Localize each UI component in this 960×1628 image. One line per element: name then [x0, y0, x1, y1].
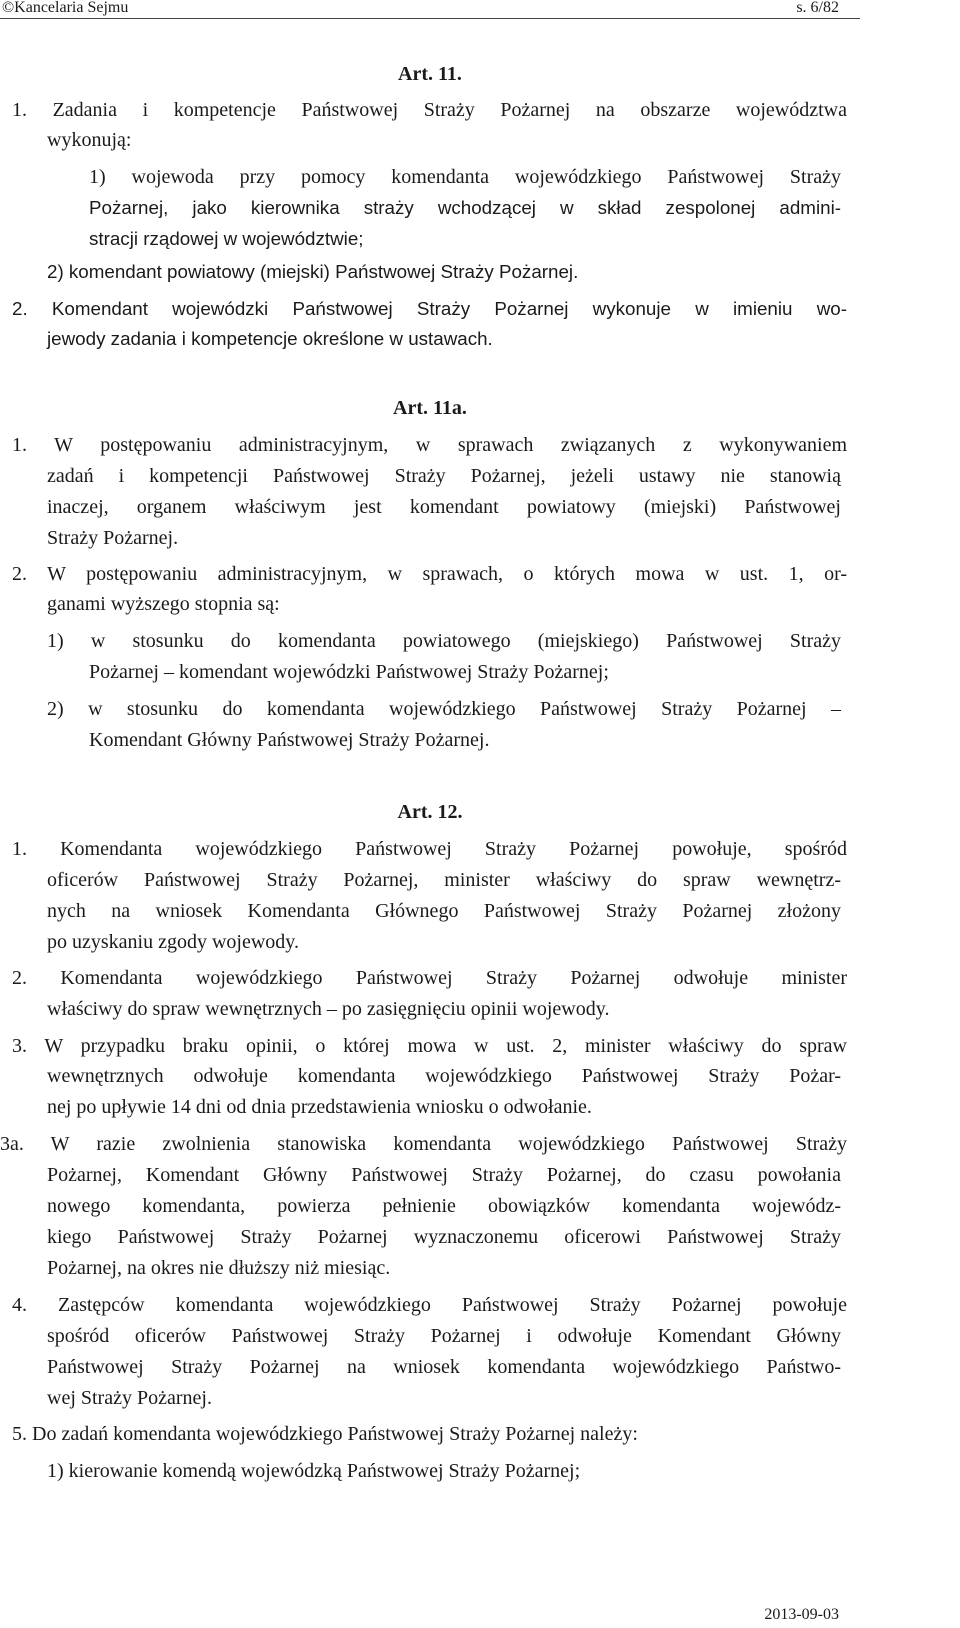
header-page-number: s. 6/82 [796, 0, 839, 16]
paragraph-line: 3. W przypadku braku opinii, o której mowa w ust. 2, minister właściwy do spraw [12, 1035, 847, 1057]
paragraph-line: po uzyskaniu zgody wojewody. [47, 931, 299, 953]
paragraph-line: 2. Komendanta wojewódzkiego Państwowej Straży Pożarnej odwołuje minister [12, 967, 847, 989]
paragraph-line: 1. Komendanta wojewódzkiego Państwowej Straży Pożarnej powołuje, spośród [12, 838, 847, 860]
list-item-line: Komendant Główny Państwowej Straży Pożarnej. [89, 729, 490, 751]
list-item-line: 2) w stosunku do komendanta wojewódzkiego Państwowej Straży Pożarnej – [47, 698, 841, 720]
paragraph-line: 1. W postępowaniu administracyjnym, w sprawach związanych z wykonywaniem [12, 434, 847, 456]
paragraph-line: Państwowej Straży Pożarnej na wniosek komendanta wojewódzkiego Państwo- [47, 1356, 841, 1378]
header-source: ©Kancelaria Sejmu [2, 0, 129, 16]
paragraph-line: spośród oficerów Państwowej Straży Pożarnej i odwołuje Komendant Główny [47, 1325, 841, 1347]
paragraph-line: właściwy do spraw wewnętrznych – po zasięgnięciu opinii wojewody. [47, 998, 610, 1020]
paragraph-line: 2. Komendant wojewódzki Państwowej Straży Pożarnej wykonuje w imieniu wo- [12, 298, 847, 319]
paragraph-line: inaczej, organem właściwym jest komendant powiatowy (miejski) Państwowej [47, 496, 841, 518]
paragraph-line: 1. Zadania i kompetencje Państwowej Straży Pożarnej na obszarze województwa [12, 99, 847, 121]
paragraph-line: Pożarnej, na okres nie dłuższy niż miesiąc. [47, 1257, 391, 1279]
article-title: Art. 11a. [393, 397, 467, 419]
list-item-line: 1) w stosunku do komendanta powiatowego (miejskiego) Państwowej Straży [47, 630, 841, 652]
list-item-line: Pożarnej – komendant wojewódzki Państwowej Straży Pożarnej; [89, 661, 609, 683]
paragraph-line: 3a. W razie zwolnienia stanowiska komendanta wojewódzkiego Państwowej Straży [0, 1133, 847, 1155]
paragraph-line: Pożarnej, Komendant Główny Państwowej Straży Pożarnej, do czasu powołania [47, 1164, 841, 1186]
paragraph-line: ganami wyższego stopnia są: [47, 593, 280, 615]
paragraph-line: nych na wniosek Komendanta Głównego Państwowej Straży Pożarnej złożony [47, 900, 841, 922]
paragraph-line: Straży Pożarnej. [47, 527, 179, 549]
article-title: Art. 11. [398, 63, 462, 85]
paragraph-line: wewnętrznych odwołuje komendanta wojewódzkiego Państwowej Straży Pożar- [47, 1065, 841, 1087]
paragraph-line: wykonują: [47, 129, 132, 151]
list-item-line: 1) wojewoda przy pomocy komendanta wojewódzkiego Państwowej Straży [89, 166, 841, 188]
paragraph-line: 5. Do zadań komendanta wojewódzkiego Państwowej Straży Pożarnej należy: [12, 1423, 638, 1445]
list-item-line: 2) komendant powiatowy (miejski) Państwowej Straży Pożarnej. [47, 261, 579, 282]
paragraph-line: oficerów Państwowej Straży Pożarnej, minister właściwy do spraw wewnętrz- [47, 869, 841, 891]
article-title: Art. 12. [397, 801, 463, 823]
paragraph-line: 2. W postępowaniu administracyjnym, w sprawach, o których mowa w ust. 1, or- [12, 563, 847, 585]
paragraph-line: nej po upływie 14 dni od dnia przedstawienia wniosku o odwołanie. [47, 1096, 592, 1118]
paragraph-line: kiego Państwowej Straży Pożarnej wyznaczonemu oficerowi Państwowej Straży [47, 1226, 841, 1248]
paragraph-line: 4. Zastępców komendanta wojewódzkiego Państwowej Straży Pożarnej powołuje [12, 1294, 847, 1316]
paragraph-line: zadań i kompetencji Państwowej Straży Pożarnej, jeżeli ustawy nie stanowią [47, 465, 841, 487]
list-item-line: stracji rządowej w województwie; [89, 228, 364, 249]
paragraph-line: nowego komendanta, powierza pełnienie obowiązków komendanta wojewódz- [47, 1195, 841, 1217]
footer-date: 2013-09-03 [764, 1606, 839, 1623]
list-item-line: 1) kierowanie komendą wojewódzką Państwowej Straży Pożarnej; [47, 1460, 581, 1482]
paragraph-line: wej Straży Pożarnej. [47, 1387, 212, 1409]
paragraph-line: jewody zadania i kompetencje określone w ustawach. [47, 328, 493, 349]
header-divider [0, 18, 860, 19]
list-item-line: Pożarnej, jako kierownika straży wchodzącej w skład zespolonej admini- [89, 197, 841, 218]
